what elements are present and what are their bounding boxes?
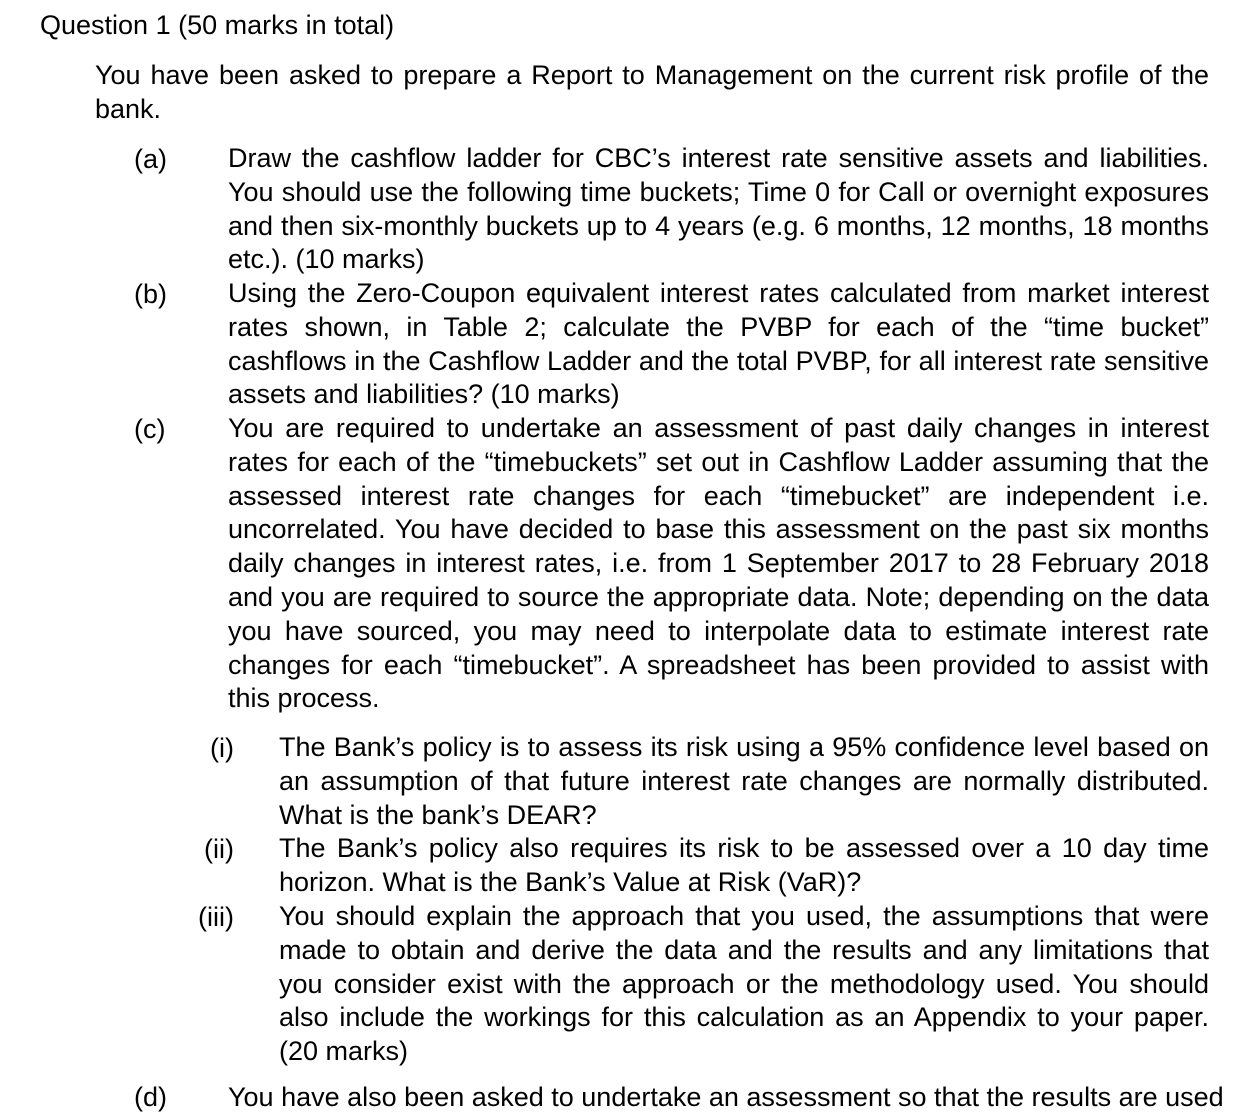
subpart-ii-label: (ii) xyxy=(204,834,234,864)
part-c-label: (c) xyxy=(134,414,166,444)
subpart-i-text: The Bank’s policy is to assess its risk using a 95% confidence level based on an assumption of that future interest rate changes are normally distributed. What is the bank’s DEAR? xyxy=(279,732,1209,830)
part-c-text: You are required to undertake an assessment of past daily changes in interest rates for each of the “timebuckets” set out in Cashflow Ladder assuming that the assessed interest rate changes for each “timebucket” are independent i.e. uncorrelated. You have decided to base this assessment on the past six months daily changes in interest rates, i.e. from 1 September 2017 to 28 February 2018 and you are required to source the appropriate data. Note; depending on the data you have sourced, you may need to interpolate data to estimate interest rate changes for each “timebucket”. A spreadsheet has been provided to assist with this process. xyxy=(228,413,1209,714)
part-a-text: Draw the cashflow ladder for CBC’s interest rate sensitive assets and liabilities. You should use the following time buckets; Time 0 for Call or overnight exposures and then six-monthly buckets up to 4 years (e.g. 6 months, 12 months, 18 months etc.). (10 marks) xyxy=(228,143,1209,275)
subpart-ii-text: The Bank’s policy also requires its risk to be assessed over a 10 day time horizon. What is the Bank’s Value at Risk (VaR)? xyxy=(279,833,1209,897)
part-d-label: (d) xyxy=(134,1082,167,1112)
part-b-text: Using the Zero-Coupon equivalent interest rates calculated from market interest rates shown, in Table 2; calculate the PVBP for each of the “time bucket” cashflows in the Cashflow Ladder and the total PVBP, for all interest rate sensitive assets and liabilities? (10 marks) xyxy=(228,278,1209,410)
part-d-text: You have also been asked to undertake an assessment so that the results are used xyxy=(228,1082,1224,1112)
part-b-label: (b) xyxy=(134,279,167,309)
subpart-i-label: (i) xyxy=(210,733,234,763)
subpart-iii-text: You should explain the approach that you used, the assumptions that were made to obtain and derive the data and the results and any limitations that you consider exist with the approach or the methodology used. You should also include the workings for this calculation as an Appendix to your paper. (20 marks) xyxy=(279,901,1209,1067)
question-intro: You have been asked to prepare a Report to Management on the current risk profile of the bank. xyxy=(95,60,1209,124)
subpart-iii-label: (iii) xyxy=(198,902,234,932)
question-title: Question 1 (50 marks in total) xyxy=(40,10,395,40)
next-part-cutoff xyxy=(0,1076,1246,1112)
part-a-label: (a) xyxy=(134,144,167,174)
